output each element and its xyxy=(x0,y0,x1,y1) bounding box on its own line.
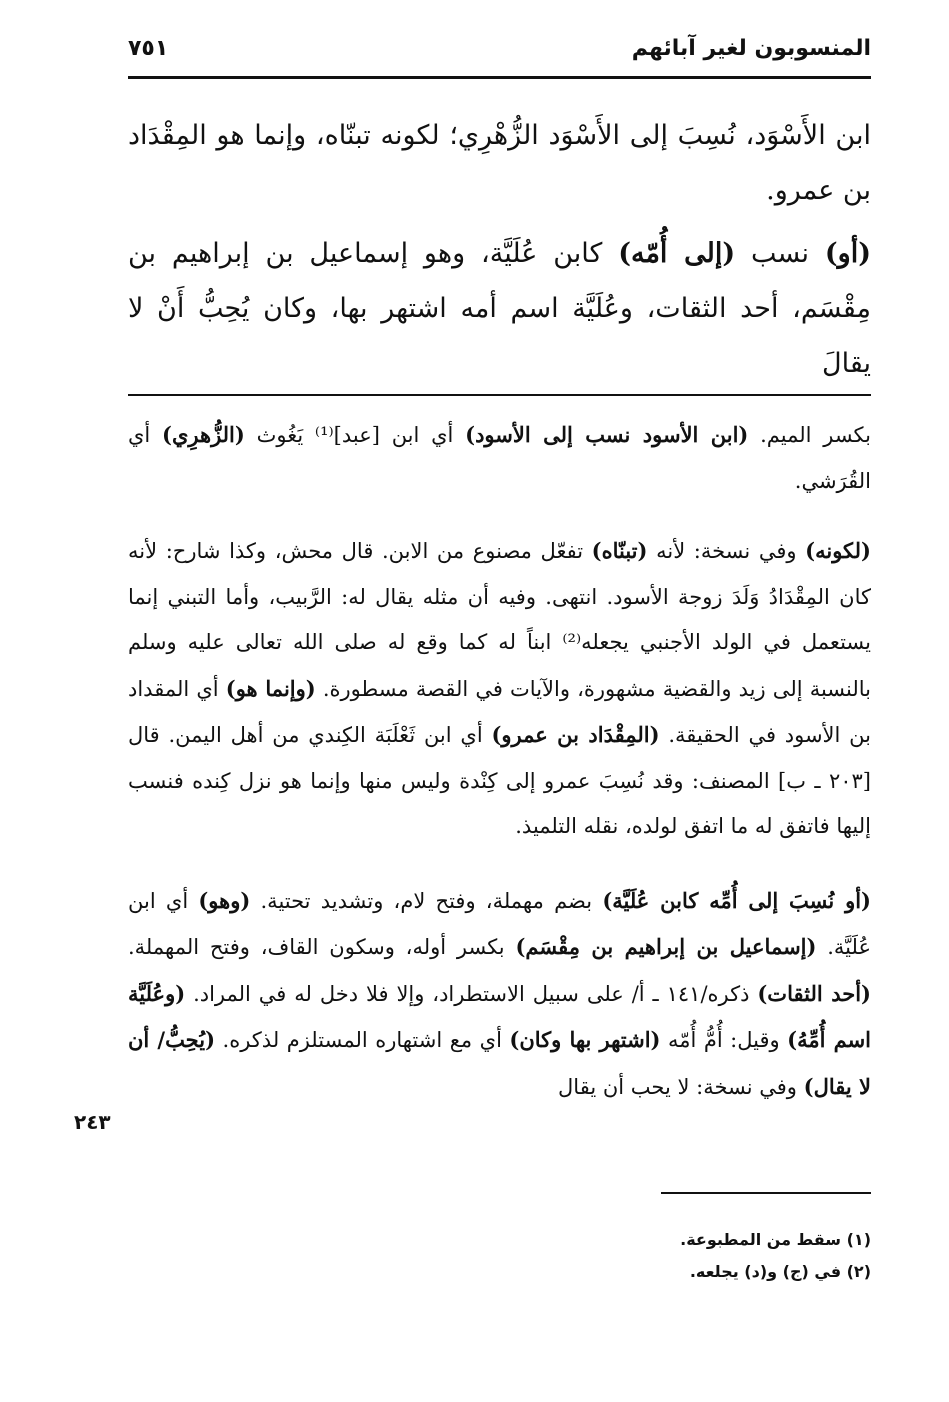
manuscript-folio-number: ٢٤٣ xyxy=(74,1110,111,1134)
main-paragraph-2: (أو) نسب (إلى أُمّه) كابن عُلَيَّة، وهو إسماعيل بن إبراهيم بن مِقْسَم، أحد الثقات، وعُلَيَّة اسم أمه اشتهر بها، وكان يُحِبُّ أَنْ لا يقالَ xyxy=(128,238,871,379)
footnote-rule xyxy=(661,1192,871,1194)
commentary-paragraph-3: (أو نُسِبَ إلى أُمِّه كابن عُلَيَّة) بضم مهملة، وفتح لام، وتشديد تحتية. (وهو) أي ابن عُلَيَّة. (إسماعيل بن إبراهيم بن مِقْسَم) بكسر أوله، وسكون القاف، وفتح المهملة. (أحد الثقات) ذكره/١٤١ ـ أ/ على سبيل الاستطراد، وإلا فلا دخل له في المراد. (وعُلَيَّة اسم أُمِّهُ) وقيل: أُمُّ أُمّه (اشتهر بها وكان) أي مع اشتهاره المستلزم لذكره. (يُحِبُّ/ أن لا يقال) وفي نسخة: لا يحب أن يقال xyxy=(128,887,871,1099)
text-divider xyxy=(128,394,871,396)
commentary-paragraph-1: بكسر الميم. (ابن الأسود نسب إلى الأسود) أي ابن [عبد]⁽¹⁾ يَغُوث (الزُّهرِي) أي القُرَشي. xyxy=(128,422,871,493)
footnote-2: (٢) في (ج) و(د) يجلعه. xyxy=(689,1262,871,1281)
header-rule xyxy=(128,76,871,79)
footnotes xyxy=(128,1224,871,1288)
running-title: المنسوبون لغير آبائهم xyxy=(631,36,871,61)
commentary-paragraph-2: (لكونه) وفي نسخة: لأنه (تبنّاه) تفعّل مصنوع من الابن. قال محش، وكذا شارح: لأنه كان المِقْدَادُ وَلَدَ زوجة الأسود. انتهى. وفيه أن مثله يقال له: الرَّبيب، وأما التبني إنما يستعمل في الولد الأجنبي يجعله⁽²⁾ ابناً له كما وقع له صلى الله تعالى عليه وسلم بالنسبة إلى زيد والقضية مشهورة، والآيات في القصة مسطورة. (وإنما هو) أي المقداد بن الأسود في الحقيقة. (المِقْدَاد بن عمرو) أي ابن ثَعْلَبَة الكِندي من أهل اليمن. قال [٢٠٣ ـ ب] المصنف: وقد نُسِبَ عمرو إلى كِنْدة وليس منها وإنما هو نزل كِنده فنسب إليها فاتفق له ما اتفق لولده، نقله التلميذ. xyxy=(128,538,871,838)
footnote-1: (١) سقط من المطبوعة. xyxy=(680,1230,871,1249)
main-paragraph-1: ابن الأَسْوَد، نُسِبَ إلى الأَسْوَد الزُّهْرِي؛ لكونه تبنّاه، وإنما هو المِقْدَاد بن عمرو. xyxy=(128,120,871,206)
main-text xyxy=(128,108,871,399)
page-number: ٧٥١ xyxy=(128,36,169,61)
running-head xyxy=(128,36,871,72)
commentary xyxy=(128,412,871,1138)
